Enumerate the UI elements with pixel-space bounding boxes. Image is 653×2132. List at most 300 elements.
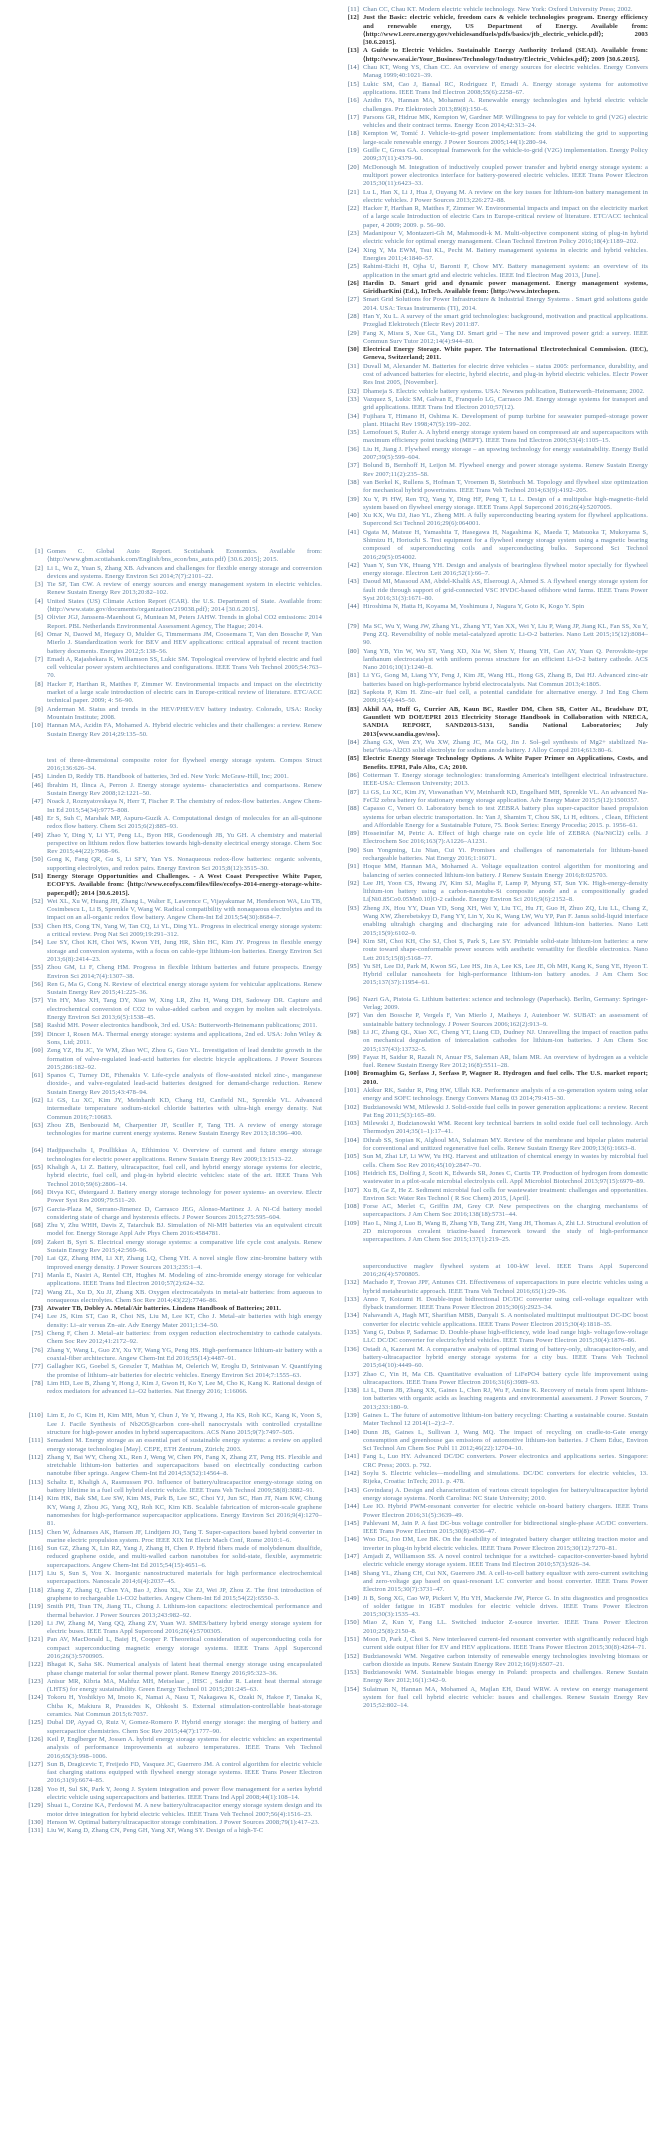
reference-text: Lemofouet S, Rufer A. A hybrid energy storage system based on compressed air and supercapacitors with maximum efficiency point tracking (MEPT). IEEE Trans Ind Electron 2006;53(4):1105–15. bbox=[363, 429, 648, 445]
reference-number: [60] bbox=[31, 1047, 43, 1055]
reference-item bbox=[344, 706, 648, 739]
reference-number: [132] bbox=[344, 1279, 359, 1287]
reference-item bbox=[344, 739, 648, 756]
reference-number: [36] bbox=[347, 445, 359, 453]
reference-item bbox=[344, 1312, 648, 1329]
reference-text: Kim HK, Bak SM, Lee SW, Kim MS, Park B, Lee SC, Choi YJ, Jun SC, Han JT, Nam KW, Chung KY, Wang J, Zhou JG, Yang XQ, Roh KC, Kim KB. Scalable fabrication of micron-scale graphene nanomeshes for high-performance supercapacitor applications. Energy Environ Sci 2016;9(4):1270–81. bbox=[47, 1495, 322, 1528]
reference-number: [40] bbox=[347, 512, 359, 520]
reference-text: Energy Storage Opportunities and Challenges. - A West Coast Perspective White Paper, ECOFYS. Available from: ⟨http://www.ecofys.com/files/files/ecofys-2014-energy-storage-white-paper.pdf⟩; 2014 [30.6.2015]. bbox=[47, 872, 322, 897]
reference-number: [80] bbox=[347, 647, 359, 655]
reference-item bbox=[28, 614, 322, 631]
reference-text: Linden D, Reddy TB. Handbook of batteries, 3rd ed. New York: McGraw-Hill, Inc; 2001. bbox=[47, 773, 289, 781]
reference-text: Atwater TB, Dobley A. Metal/Air batteries. Lindens Handbook of Batteries; 2011. bbox=[47, 1305, 281, 1313]
reference-text: Milewski J, Budzianowski WM. Recent key technical barriers in solid oxide fuel cell technology. Arch Thermodyn 2014;35(1–1):17–41. bbox=[363, 1120, 648, 1136]
reference-item bbox=[344, 247, 648, 264]
reference-text: Azidin FA, Hannan MA, Mohamed A. Renewable energy technologies and hybrid electric vehicle challenges. Prz Elektrotech 2013;89(8):150–6. bbox=[363, 97, 648, 113]
reference-text: Er S, Suh C, Marshak MP, Aspuru-Guzik A. Computational design of molecules for an all-quinone redox flow battery. Chem Sci 2015;6(2):885–93. bbox=[47, 814, 322, 831]
reference-item bbox=[344, 64, 648, 81]
reference-item bbox=[344, 114, 648, 131]
reference-number: [10] bbox=[31, 722, 43, 730]
reference-number: [91] bbox=[347, 863, 359, 871]
reference-number: [25] bbox=[347, 263, 359, 271]
reference-block bbox=[28, 1147, 322, 1396]
reference-number: [5] bbox=[35, 614, 43, 622]
reference-text: Zhang Z, Zhang Q, Chen YA, Bao J, Zhou XL, Xie ZJ, Wei JP, Zhou Z. The first introduction of graphene to rechargeable Li-CO2 batteries. Angew Chem-Int Ed 2015;54(22):6550–3. bbox=[47, 1586, 322, 1602]
reference-number: [87] bbox=[347, 788, 359, 796]
reference-number: [100] bbox=[344, 1070, 359, 1078]
reference-text: Ji B, Song XG, Cao WP, Pickert V, Hu YH, Mackersie JW, Pierce G. In situ diagnostics and prognostics of solder fatigue in IGBT modules for electric vehicle drives. IEEE Trans Power Electron 2015;30(3):1535–43. bbox=[363, 1594, 648, 1619]
reference-number: [94] bbox=[347, 937, 359, 945]
reference-text: Smith PH, Tran TN, Jiang TL, Chung J. Lithium-ion capacitors: electrochemical performance and thermal behavior. J Power Sources 2013;243:982–92. bbox=[47, 1603, 322, 1619]
reference-text: van Berkel K, Rullens S, Hofman T, Vroemen B, Steinbuch M. Topology and flywheel size optimization for mechanical hybrid powertrains. IEEE Trans Veh Technol 2014;63(9):4192–205. bbox=[363, 478, 648, 495]
reference-number: [118] bbox=[28, 1586, 43, 1594]
reference-number: [152] bbox=[344, 1652, 359, 1660]
reference-text: Amjadi Z, Williamson SS. A novel control technique for a switched- capacitor-converter-based hybrid electric vehicle energy storage system. IEEE Trans Ind Electron 2010;57(3):926–34. bbox=[363, 1553, 648, 1569]
reference-number: [33] bbox=[347, 395, 359, 403]
reference-text: Xu KX, Wu DJ, Jiao YL, Zheng MH. A fully superconducting bearing system for flywheel applications. Supercond Sci Technol 2016;29(6):064001. bbox=[363, 512, 648, 528]
reference-number: [64] bbox=[31, 1147, 43, 1155]
reference-item bbox=[28, 856, 322, 873]
reference-text: Semadeni M. Energy storage as an essential part of sustainable energy systems: a review on applied energy storage technologies [May]. CEPE, ETH Zentrum, Zürich; 2003. bbox=[47, 1437, 322, 1453]
reference-item bbox=[28, 706, 322, 723]
reference-number: [85] bbox=[347, 755, 359, 763]
reference-number: [108] bbox=[344, 1203, 359, 1211]
reference-item bbox=[28, 1147, 322, 1164]
reference-item bbox=[28, 1678, 322, 1695]
reference-item bbox=[28, 1272, 322, 1289]
reference-text: Zeng YZ, Hu JC, Ye WM, Zhao WC, Zhou G, Guo YL. Investigation of lead dendrite growth in the formation of valve-regulated lead-acid batteries for electric bicycle applications. J Power Sources 2015;286:182–92. bbox=[47, 1047, 322, 1071]
reference-item bbox=[28, 1587, 322, 1604]
reference-text: Guille C, Gross GA. conceptual framework for the vehicle-to-grid (V2G) implementation. Energy Policy 2009;37(11):4379–90. bbox=[363, 147, 648, 163]
reference-item bbox=[28, 1636, 322, 1661]
reference-item bbox=[344, 1553, 648, 1570]
reference-item bbox=[344, 1054, 648, 1071]
reference-item bbox=[344, 263, 648, 280]
reference-item bbox=[344, 512, 648, 529]
reference-text: Kempton W, Tomić J. Vehicle-to-grid power implementation: from stabilizing the grid to supporting large-scale renewable energy. J Power Sources 2005;144(1):280–94. bbox=[363, 130, 648, 146]
reference-text: Li YG, Gong M, Liang YY, Feng J, Kim JE, Wang HL, Hong GS, Zhang B, Dai HJ. Advanced zinc-air batteries based on high-performance hybrid electrocatalysts. Nat Commun 2013;4:1805. bbox=[363, 672, 648, 688]
reference-continuation bbox=[28, 757, 322, 774]
reference-text: United States (US) Climate Action Report (CAR). the U.S. Department of State. Available from: ⟨http://www.state.gov/documents/organization/219038.pdf⟩; 2014 [30.6.2015]. bbox=[47, 597, 322, 614]
reference-number: [142] bbox=[344, 1470, 359, 1478]
reference-item bbox=[344, 1187, 648, 1204]
reference-number: [50] bbox=[31, 856, 43, 864]
reference-number: [79] bbox=[347, 622, 359, 630]
reference-number: [16] bbox=[347, 97, 359, 105]
reference-text: Omar N, Daowd M, Hegazy O, Mulder G, Timmermans JM, Coosemans T, Van den Bossche P, Van Mierlo J. Standardization work for BEV and HEV applications: critical appraisal of recent traction battery documents. Energies 2012;5:138–56. bbox=[47, 630, 322, 655]
reference-block bbox=[28, 1412, 322, 1835]
reference-text: Forse AC, Merlet C, Griffin JM, Grey CP. New perspectives on the charging mechanisms of supercapacitors. J Am Chem Soc 2016;138(18):5731–44. bbox=[363, 1203, 648, 1219]
reference-block bbox=[344, 996, 648, 1245]
reference-number: [19] bbox=[347, 147, 359, 155]
reference-text: Cotterman T. Energy storage technologies: transforming America's intelligent electrical infrastructure. IEEE-USA: Clemson University; 2013. bbox=[363, 772, 648, 788]
reference-number: [76] bbox=[31, 1346, 43, 1354]
reference-number: [127] bbox=[28, 1760, 43, 1768]
reference-text: Lee JS, Kim ST, Cao R, Choi NS, Liu M, Lee KT, Cho J. Metal–air batteries with high energy density: Li–air versus Zn–air. Adv Energy Mater 2011;1:34–50. bbox=[47, 1313, 322, 1329]
reference-text: Fayaz H, Saidur R, Razali N, Anuar FS, Saleman AR, Islam MR. An overview of hydrogen as a vehicle fuel. Renew Sustain Energy Rev 2012;16(8):5511–28. bbox=[363, 1053, 648, 1070]
reference-text: Bhagat K, Saha SK. Numerical analysis of latent heat thermal energy storage using encapsulated phase change material for solar thermal power plant. Renew Energy 2016;95:323–36. bbox=[47, 1661, 322, 1677]
reference-text: Xu Y, Pi HW, Ren TQ, Yang Y, Ding HF, Peng T, Li L. Design of a multipulse high-magnetic-field system based on flywheel energy storage. IEEE Trans Appl Supercond 2016;26(4):5207005. bbox=[363, 495, 648, 511]
reference-number: [102] bbox=[344, 1103, 359, 1111]
reference-number: [136] bbox=[344, 1345, 359, 1353]
reference-item bbox=[28, 1347, 322, 1364]
reference-item bbox=[28, 1620, 322, 1637]
reference-text: Lee JH, Yoon CS, Hwang JY, Kim SJ, Maglia F, Lamp P, Myung ST, Sun YK. High-energy-density lithium-ion battery using a carbon-nanotube-Si composite anode and a compositionally graded Li[Ni0.85Co0.05Mn0.10]O-2 cathode. Energy Environ Sci 2016;9(6):2152–8. bbox=[363, 879, 648, 904]
reference-item bbox=[344, 47, 648, 64]
reference-text: Li JW, Zhang M, Yang QQ, Zhang ZY, Yuan WJ. SMES/battery hybrid energy storage system for electric buses. IEEE Trans Appl Supercond 2016;26(4):5700305. bbox=[47, 1619, 322, 1636]
reference-text: Bolund B, Bernhoff H, Leijon M. Flywheel energy and power storage systems. Renew Sustain Energy Rev 2007;11(2):235–58. bbox=[363, 462, 648, 478]
reference-item bbox=[344, 648, 648, 673]
reference-number: [153] bbox=[344, 1669, 359, 1677]
reference-text: Akikur RK, Saidur R, Ping HW, Ullah KR. Performance analysis of a co-generation system using solar energy and SOFC technology. Energy Convers Manag 03 2014;79:415–30. bbox=[363, 1087, 648, 1103]
reference-number: [63] bbox=[31, 1121, 43, 1129]
reference-text: Li GS, Lu XC, Kim JY, Meinhardt KD, Chang HJ, Canfield NL, Sprenkle VL. Advanced intermediate temperature sodium-nickel chloride batteries with ultra-high energy density. Nat Commun 2016;7:10683. bbox=[47, 1097, 322, 1121]
reference-item bbox=[344, 164, 648, 189]
reference-item bbox=[28, 1072, 322, 1097]
reference-number: [112] bbox=[28, 1453, 43, 1461]
reference-text: Manla E, Nasiri A, Rentel CH, Hughes M. Modeling of zinc-bromide energy storage for vehicular applications. IEEE Trans Ind Electron 2010;57(2):624–32. bbox=[47, 1271, 322, 1288]
reference-item bbox=[28, 1239, 322, 1256]
reference-text: Gallagher KG, Goebel S, Greszler T, Mathias M, Oelerich W, Eroglu D, Srinivasan V. Quantifying the promise of lithium–air batteries for electric vehicles. Energy Environ Sci 2014;7:1555–63. bbox=[47, 1363, 322, 1379]
reference-number: [137] bbox=[344, 1370, 359, 1378]
reference-item bbox=[344, 772, 648, 789]
reference-number: [37] bbox=[347, 462, 359, 470]
reference-text: Sapkota P, Kim H. Zinc–air fuel cell, a potential candidate for alternative energy. J Ind Eng Chem 2009;15(4):445–50. bbox=[363, 689, 648, 705]
reference-number: [32] bbox=[347, 387, 359, 395]
reference-number: [125] bbox=[28, 1719, 43, 1727]
reference-number: [42] bbox=[347, 561, 359, 569]
reference-number: [140] bbox=[344, 1428, 359, 1436]
reference-number: [45] bbox=[31, 773, 43, 781]
reference-item bbox=[28, 873, 322, 898]
reference-text: Lim HD, Lee B, Zhang Y, Hong J, Kim J, Gwon H, Ko Y, Lee M, Cho K, Kang K. Rational design of redox mediators for advanced Li–O2 batteries. Nat Energy 2016; 1:16066. bbox=[47, 1379, 322, 1396]
reference-item bbox=[28, 964, 322, 981]
reference-item bbox=[344, 280, 648, 297]
reference-number: [131] bbox=[28, 1827, 43, 1835]
reference-item bbox=[344, 880, 648, 905]
reference-number: [84] bbox=[347, 738, 359, 746]
reference-item bbox=[28, 1545, 322, 1570]
reference-item bbox=[28, 1189, 322, 1206]
reference-number: [1] bbox=[35, 548, 43, 555]
reference-number: [89] bbox=[347, 830, 359, 838]
reference-item bbox=[344, 789, 648, 806]
reference-text: Hadjipaschalis I, Poullikkas A, Efthimiou V. Overview of current and future energy storage technologies for electric power applications. Renew Sustain Energy Rev 2009;13:1513–22. bbox=[47, 1147, 322, 1163]
reference-item bbox=[344, 296, 648, 313]
reference-number: [144] bbox=[344, 1503, 359, 1511]
reference-item bbox=[344, 189, 648, 206]
reference-item bbox=[344, 578, 648, 603]
reference-number: [55] bbox=[31, 964, 43, 972]
reference-text: Lu L, Han X, Li J, Hua J, Ouyang M. A review on the key issues for lithium-ion battery management in electric vehicles. J Power Sources 2013;226:272–88. bbox=[363, 188, 648, 204]
reference-text: Fang X, Misra S, Xue GL, Yang DJ. Smart grid – The new and improved power grid: a survey. IEEE Commun Surv Tutor 2012;14(4):944–80. bbox=[363, 329, 648, 345]
reference-text: Gomes C. Global Auto Report. Scotiabank Economics. Available from: ⟨http://www.gbm.scotiabank.com/English/bns_econ/bns_auto.pdf⟩ [30.6.2015]; 2015. bbox=[47, 548, 322, 564]
reference-number: [92] bbox=[347, 879, 359, 887]
reference-item bbox=[344, 413, 648, 430]
reference-number: [101] bbox=[344, 1087, 359, 1094]
reference-text: Zheng JX, Hou YY, Duan YD, Song XH, Wei Y, Liu TC, Hu JT, Guo H, Zhuo ZQ, Liu LL, Chang Z, Wang XW, Zherebetskyy D, Fang YY, Lin Y, Xu K, Wang LW, Wu YP, Pan F. Janus solid-liquid interface enabling ultrahigh charging and discharging rate for advanced lithium-ion batteries. Nano Lett 2015;15(9):6102–9. bbox=[363, 904, 648, 937]
reference-number: [57] bbox=[31, 997, 43, 1005]
reference-continuation bbox=[344, 1263, 648, 1280]
reference-text: Anno T, Koizumi H. Double-input bidirectional DC/DC converter using cell-voltage equalizer with flyback transformer. IEEE Trans Power Electron 2015;30(6):2923–34. bbox=[363, 1295, 648, 1312]
reference-text: Anisur MR, Kibria MA, Mahfuz MH, Metselaar , IHSC , Saidur R. Latent heat thermal storage (LHTS) for energy sustainability. Green Energy Technol 01 2015;201:245–63. bbox=[47, 1677, 322, 1694]
reference-item bbox=[28, 1437, 322, 1454]
reference-item bbox=[28, 1222, 322, 1239]
reference-item bbox=[344, 396, 648, 413]
reference-number: [109] bbox=[344, 1219, 359, 1227]
reference-number: [9] bbox=[35, 705, 43, 713]
reference-text: Gong K, Fang QR, Gu S, Li SFY, Yan YS. Nonaqueous redox-flow batteries: organic solvents, supporting electrolytes, and redox pairs. Energy Environ Sci 2015;8(12):3515–30. bbox=[47, 856, 322, 872]
reference-number: [53] bbox=[31, 922, 43, 930]
reference-text: Divya KC, Østergaard J. Battery energy storage technology for power systems- an overview. Electr Power Syst Res 2009;79:511–20. bbox=[47, 1188, 322, 1205]
reference-number: [148] bbox=[344, 1569, 359, 1577]
reference-number: [30] bbox=[347, 346, 359, 354]
reference-number: [7] bbox=[35, 655, 43, 663]
reference-text: Li L, Dunn JB, Zhang XX, Gaines L, Chen RJ, Wu F, Amine K. Recovery of metals from spent lithium-ion batteries with organic acids as leaching reagents and environmental assessment. J Power Sources, 7 2013;233:180–9. bbox=[363, 1387, 648, 1411]
reference-item bbox=[344, 1029, 648, 1054]
reference-text: Moon D, Park J, Choi S. New interleaved current-fed resonant converter with significantly reduced high current side output filter for EV and HEV applications. IEEE Trans Power Electron 2015;30(8):4264–71. bbox=[363, 1636, 648, 1652]
reference-text: Soylu S. Electric vehicles—modelling and simulations. DC/DC converters for electric vehicles, 13. Rijeka, Croatia: InTech; 2011. p. 478. bbox=[363, 1470, 648, 1486]
reference-text: Dhameja S. Electric vehicle battery systems. USA: Newnes publication, Butterworth–Heinemann; 2002. bbox=[363, 387, 645, 395]
reference-item bbox=[344, 6, 648, 14]
reference-item bbox=[28, 656, 322, 681]
reference-text: Nazri GA, Pistoia G. Lithium batteries: science and technology (Paperback). Berlin, Germany: Springer-Verlag; 2009. bbox=[363, 995, 648, 1012]
reference-text: Hiroshima N, Hatta H, Koyama M, Yoshimura J, Nagura Y, Goto K, Kogo Y. Spin bbox=[363, 603, 585, 611]
reference-text: Sun M, Zhai LF, Li WW, Yu HQ. Harvest and utilization of chemical energy in wastes by microbial fuel cells. Chem Soc Rev 2016;45(10):2847–70. bbox=[363, 1153, 648, 1169]
reference-item bbox=[28, 1661, 322, 1678]
reference-item bbox=[344, 1346, 648, 1371]
reference-text: Zhang Y, Wang L, Guo ZY, Xu YF, Wang YG, Peng HS. High-performance lithium-air battery with a coaxial-fiber architecture. Angew Chem-Int Ed 2016;55(14):4487–91. bbox=[47, 1346, 322, 1362]
reference-number: [119] bbox=[28, 1603, 43, 1611]
reference-text: Chan CC, Chau KT. Modern electric vehicle technology. New York: Oxford University Press; 2002. bbox=[363, 6, 633, 13]
reference-text: Xing Y, Ma EWM, Tsui KL, Pecht M. Battery management systems in electric and hybrid vehicles. Energies 2011;4:1840–57. bbox=[363, 246, 648, 262]
reference-item bbox=[344, 1520, 648, 1537]
reference-text: Electric Energy Storage Technology Options. A White Paper Primer on Applications, Costs, and Benefits. EPRI, Palo Alto, CA; 2010. bbox=[363, 755, 648, 771]
reference-text: Chen W, Ådnanses AK, Hansen JF, Lindtjørn JO, Tang T. Super-capacitors based hybrid converter in marine electric propulsion system. Proc IEEE XIX Int Electr Mach Conf, Rome 2010:1–6. bbox=[47, 1528, 322, 1544]
reference-number: [93] bbox=[347, 904, 359, 912]
reference-item bbox=[344, 996, 648, 1013]
reference-number: [2] bbox=[35, 564, 43, 572]
reference-number: [23] bbox=[347, 230, 359, 238]
reference-item bbox=[28, 598, 322, 615]
reference-text: Tie SF, Tan CW. A review of energy sources and energy management system in electric vehicles. Renew Sustain Energy Rev 2013;20:82–102. bbox=[47, 581, 322, 597]
reference-text: Hacker F, Harthan R, Matthes F, Zimmer W. Environmental impacts and impact on the electricity market of a large scale introduction of electric cars in Europe-critical review of literature. ETC/ACC technical paper. 2009; 4: 56–90. bbox=[47, 680, 322, 705]
reference-text: Olivier JGJ, Janssens-Maenhout G, Muntean M, Peters JAHW. Trends in global CO2 emissions: 2014 Report. PBL Netherlands Environmental Assessment Agency, The Hague; 2014. bbox=[47, 614, 322, 630]
reference-text: Govindaraj A. Design and characterization of various circuit topologies for battery/ultracapacitor hybrid energy storage systems. North Carolina: NC State University; 2010. bbox=[363, 1486, 648, 1502]
reference-text: Henson W. Optimal battery/ultracapacitor storage combination. J Power Sources 2008;79(1):417–23. bbox=[47, 1818, 320, 1826]
reference-number: [48] bbox=[31, 814, 43, 822]
reference-item bbox=[344, 623, 648, 648]
reference-item bbox=[28, 1289, 322, 1306]
reference-item bbox=[344, 346, 648, 363]
reference-text: Yu SH, Lee DJ, Park M, Kwon SG, Lee HS, Jin A, Lee KS, Lee JE, Oh MH, Kang K, Sung YE, Hyeon T. Hybrid cellular nanosheets for high-performance lithium-ion battery anodes. J Am Chem Soc 2015;137(37):11954–61. bbox=[363, 962, 648, 987]
reference-number: [51] bbox=[31, 872, 43, 880]
reference-number: [22] bbox=[347, 205, 359, 213]
reference-number: [17] bbox=[347, 113, 359, 121]
reference-item bbox=[28, 1380, 322, 1397]
reference-item bbox=[344, 1220, 648, 1245]
reference-text: Zhao Y, Ding Y, Li YT, Peng LL, Byon HR, Goodenough JB, Yu GH. A chemistry and material perspective on lithium redox flow batteries towards high-density electrical energy storage. Chem Soc Rev 2015;44(22):7968–96. bbox=[47, 831, 322, 856]
reference-number: [149] bbox=[344, 1594, 359, 1602]
reference-text: Capasso C, Veneri O. Laboratory bench to test ZEBRA battery plus super-capacitor based propulsion systems for urban electric transportation. In: Yan J, Shamim T, Chou SK, Li H, editors. , Clean, Efficient and Affordable Energy for a Sustainable Future, 75. Book Series: Energy Procedia; 2015. p. 1956–61. bbox=[363, 805, 648, 829]
reference-number: [20] bbox=[347, 163, 359, 171]
reference-number: [15] bbox=[347, 80, 359, 88]
reference-text: Hardin D. Smart grid and dynamic power management. Energy management systems, GiridharKini (Ed.), InTech. Available from: ⟨http://www.intechopen. bbox=[363, 279, 648, 296]
reference-number: [49] bbox=[31, 831, 43, 839]
reference-number: [65] bbox=[31, 1164, 43, 1172]
reference-number: [147] bbox=[344, 1553, 359, 1561]
reference-number: [14] bbox=[347, 64, 359, 72]
reference-text: Duvall M, Alexander M. Batteries for electric drive vehicles – status 2005: performance, durability, and cost of advanced batteries for electric, hybrid electric, and plug-in hybrid electric vehicles. Electr Power Res Inst 2005, [November]. bbox=[363, 362, 648, 387]
reference-text: Cheng F, Chen J. Metal–air batteries: from oxygen reduction electrochemistry to cathode catalysts. Chem Soc Rev 2012;41:2172–92. bbox=[47, 1330, 322, 1346]
reference-item bbox=[28, 631, 322, 656]
reference-number: [129] bbox=[28, 1802, 43, 1810]
reference-item bbox=[28, 773, 322, 781]
reference-item bbox=[28, 1313, 322, 1330]
reference-item bbox=[344, 1429, 648, 1454]
reference-text: Shang YL, Zhang CH, Cui NX, Guerrero JM. A cell-to-cell battery equalizer with zero-current switching and zero-voltage gap based on quasi-resonant LC converter and boost converter. IEEE Trans Power Electron 2015;30(7):3731–47. bbox=[363, 1569, 648, 1594]
reference-text: Tokoru H, Yoshikiyo M, Imoto K, Namai A, Nasu T, Nakagawa K, Ozaki N, Hakoe F, Tanaka K, Chiba K, Makiura R, Prassides K, Ohkoshi S. External stimulation-controllable heat-storage ceramics. Nat Commun 2015;6:7037. bbox=[47, 1694, 322, 1719]
reference-item bbox=[344, 1570, 648, 1595]
reference-text: Li GS, Lu XC, Kim JY, Viswanathan VV, Meinhardt KD, Engelhard MH, Sprenkle VL. An advanced Na-FeCl2 zebra battery for stationary energy storage application. Adv Energy Mater 2015;5(12):1500357. bbox=[363, 788, 648, 804]
reference-item bbox=[344, 462, 648, 479]
reference-number: [74] bbox=[31, 1313, 43, 1321]
reference-number: [116] bbox=[28, 1545, 43, 1553]
reference-number: [154] bbox=[344, 1685, 359, 1693]
reference-number: [110] bbox=[28, 1412, 43, 1420]
reference-text: Kim SH, Choi KH, Cho SJ, Choi S, Park S, Lee SY. Printable solid-state lithium-ion batteries: a new route toward shape-conformable power sources with aesthetic versatility for flexible electronics. Nano Lett 2015;15(8):5168–77. bbox=[363, 937, 648, 962]
reference-number: [141] bbox=[344, 1453, 359, 1461]
reference-text: Sun B, Dragicevic T, Freijedo FD, Vasquez JC, Guerrero JM. A control algorithm for electric vehicle fast charging stations equipped with flywheel energy storage systems. IEEE Trans Power Electron 2016;31(9):6674–85. bbox=[47, 1760, 322, 1785]
reference-text: Zhou ZB, Benbouzid M, Charpentier JF, Scuiller F, Tang TH. A review of energy storage technologies for marine current energy systems. Renew Sustain Energy Rev 2013;18:396–400. bbox=[47, 1121, 322, 1138]
reference-item bbox=[344, 1387, 648, 1412]
reference-number: [133] bbox=[344, 1295, 359, 1303]
reference-item bbox=[28, 1786, 322, 1803]
reference-number: [143] bbox=[344, 1486, 359, 1494]
reference-text: Shuai L, Corzine KA, Ferdowsi M. A new battery/ultracapacitor energy storage system design and its motor drive integration for hybrid electric vehicles. IEEE Trans Veh Technol 2007;56(4):1516–23. bbox=[47, 1802, 322, 1818]
reference-item bbox=[344, 1595, 648, 1620]
reference-item bbox=[28, 1694, 322, 1719]
reference-number: [98] bbox=[347, 1028, 359, 1036]
reference-item bbox=[28, 1206, 322, 1223]
reference-number: [139] bbox=[344, 1411, 359, 1419]
reference-text: Bromaghim G, Serfass J, Serfass P, Wagner R. Hydrogen and fuel cells. The U.S. market report; 2010. bbox=[363, 1070, 648, 1086]
reference-item bbox=[28, 1819, 322, 1827]
reference-text: Hosseinifar M, Petric A. Effect of high charge rate on cycle life of ZEBRA (Na/NiCl2) cells. J Electrochem Soc 2016;163(7):A1226–A1231. bbox=[363, 830, 648, 846]
reference-item bbox=[344, 230, 648, 247]
reference-text: McDonough M. Integration of inductively coupled power transfer and hybrid energy storage system: a multiport power electronics interface for battery-powered electric vehicles. IEEE Trans Power Electron 2015;30(11):6423–33. bbox=[363, 163, 648, 188]
reference-item bbox=[344, 1686, 648, 1711]
reference-number bbox=[28, 757, 43, 774]
reference-text: A Guide to Electric Vehicles. Sustainable Energy Authority Ireland (SEAI). Available from: ⟨http://www.seai.ie/Your_Business/Technology/Industry/Electric_Vehicles.pdf⟩; 2009 [30.6.2015]. bbox=[363, 47, 648, 63]
reference-text: Ibrahim H, Ilinca A, Perron J. Energy storage systems- characteristics and comparisons. Renew Sustain Energy Rev 2008;12:1221–50. bbox=[47, 781, 322, 798]
reference-item bbox=[344, 205, 648, 230]
reference-item bbox=[28, 981, 322, 998]
reference-item bbox=[28, 815, 322, 832]
reference-item bbox=[28, 1827, 322, 1835]
reference-item bbox=[344, 1470, 648, 1487]
reference-item bbox=[344, 1536, 648, 1553]
reference-number: [146] bbox=[344, 1536, 359, 1544]
reference-item bbox=[28, 722, 322, 739]
reference-number: [120] bbox=[28, 1619, 43, 1627]
reference-text: Miao Z, Kun Y, Fang LL. Switched inductor Z-source inverter. IEEE Trans Power Electron 2010;25(8):2150–8. bbox=[363, 1619, 648, 1635]
reference-number: [18] bbox=[347, 130, 359, 138]
reference-number: [105] bbox=[344, 1153, 359, 1161]
reference-text: Lee SY, Choi KH, Choi WS, Kwon YH, Jung HR, Shin HC, Kim JY. Progress in flexible energy storage and conversion systems, with a focus on cable-type lithium-ion batteries. Energy Environ Sci 2013;6(8):2414–23. bbox=[47, 939, 322, 963]
reference-item bbox=[344, 603, 648, 611]
reference-number: [31] bbox=[347, 362, 359, 370]
reference-item bbox=[28, 1529, 322, 1546]
reference-number: [95] bbox=[347, 962, 359, 970]
reference-item bbox=[344, 1296, 648, 1313]
reference-number: [81] bbox=[347, 672, 359, 680]
reference-number: [8] bbox=[35, 680, 43, 688]
reference-item bbox=[344, 363, 648, 388]
reference-item bbox=[28, 1097, 322, 1122]
reference-item bbox=[28, 581, 322, 598]
reference-number: [104] bbox=[344, 1136, 359, 1144]
reference-number: [78] bbox=[31, 1379, 43, 1387]
reference-text: Zhao C, Yin H, Ma CB. Quantitative evaluation of LiFePO4 battery cycle life improvement using ultracapacitors. IEEE Trans Power Electron 2016;31(6):3989–93. bbox=[363, 1370, 648, 1386]
reference-text: Garcia-Plaza M, Serrano-Jimenez D, Carrasco JEG, Alonso-Martinez J. A Ni-Cd battery model considering state of charge and hysteresis effects. J Power Sources 2015;275:595–604. bbox=[47, 1205, 322, 1221]
reference-item bbox=[28, 1363, 322, 1380]
reference-number: [56] bbox=[31, 980, 43, 988]
reference-block bbox=[28, 757, 322, 1139]
reference-item bbox=[28, 1719, 322, 1736]
reference-text: Parsons GR, Hidrue MK, Kempton W, Gardner MP. Willingness to pay for vehicle to grid (V2G) electric vehicles and their contract terms. Energy Econ 2014;42:313–24. bbox=[363, 113, 648, 130]
reference-item bbox=[344, 1170, 648, 1187]
reference-text: Yang G, Dubus P, Sadarnac D. Double-phase high-efficiency, wide load range high- voltage/low-voltage LLC DC/DC converter for electric/hybrid vehicles. IEEE Trans Power Electron 2015;30(4):1876–86. bbox=[363, 1329, 648, 1345]
reference-number: [107] bbox=[344, 1186, 359, 1194]
reference-number: [66] bbox=[31, 1188, 43, 1196]
reference-item bbox=[344, 1412, 648, 1429]
reference-item bbox=[28, 832, 322, 857]
reference-item bbox=[344, 330, 648, 347]
reference-number: [67] bbox=[31, 1205, 43, 1213]
reference-item bbox=[344, 963, 648, 988]
reference-text: Chen HS, Cong TN, Yang W, Tan CQ, Li YL, Ding YL. Progress in electrical energy storage system: a critical review. Prog Nat Sci 2009;19:291–312. bbox=[47, 922, 322, 939]
reference-item bbox=[344, 1453, 648, 1470]
reference-number: [82] bbox=[347, 689, 359, 697]
reference-text: Anderman M. Status and trends in the HEV/PHEV/EV battery industry. Colorado, USA: Rocky Mountain Institute; 2008. bbox=[47, 705, 322, 721]
reference-number: [4] bbox=[35, 597, 43, 605]
reference-item bbox=[344, 81, 648, 98]
reference-number: [61] bbox=[31, 1072, 43, 1080]
reference-number: [99] bbox=[347, 1053, 359, 1061]
reference-number: [121] bbox=[28, 1636, 43, 1644]
reference-number: [71] bbox=[31, 1271, 43, 1279]
reference-item bbox=[344, 863, 648, 880]
references-column-left bbox=[28, 0, 322, 1836]
reference-text: Li JC, Zhang QL, Xiao XC, Cheng YT, Liang CD, Dudney NJ. Unravelling the impact of reaction paths on mechanical degradation of intercalation cathodes for lithium-ion batteries. J Am Chem Soc 2015;137(43):13732–5. bbox=[363, 1028, 648, 1053]
reference-text: Fujihara T, Himano H, Oshima K. Development of pump turbine for seawater pumped–storage power plant. Hitachi Rev 1998;47(5):199–202. bbox=[363, 412, 648, 428]
reference-text: Pahlevani M, Jain P. A fast DC-bus voltage controller for bidirectional single-phase AC/DC converters. IEEE Trans Power Electron 2015;30(8):4536–47. bbox=[363, 1519, 648, 1536]
reference-number: [70] bbox=[31, 1255, 43, 1263]
reference-text: Machado F, Trovao JPF, Antunes CH. Effectiveness of supercapacitors in pure electric vehicles using a hybrid metaheuristic approach. IEEE Trans Veh Technol 2016;65(1):29–36. bbox=[363, 1279, 648, 1295]
reference-number: [12] bbox=[347, 14, 359, 22]
reference-item bbox=[28, 1736, 322, 1761]
reference-text: Pan AV, MacDonald L, Baiej H, Cooper P. Theoretical consideration of superconducting coils for compact superconducting magnetic energy storage systems. IEEE Trans Appl Supercond 2016;26(3):5700905. bbox=[47, 1636, 322, 1660]
reference-block bbox=[28, 548, 322, 739]
reference-text: Chau KT, Wong YS, Chan CC. An overview of energy sources for electric vehicles. Energy Convers Manag 1999;40:1021–39. bbox=[363, 64, 648, 80]
reference-number: [111] bbox=[28, 1437, 43, 1445]
reference-text: Dihrab SS, Sopian K, Alghoul MA, Sulaiman MY. Review of the membrane and bipolar plates material for conventional and unitized regenerative fuel cells. Renew Sustain Energy Rev 2009;13(6):1663–8. bbox=[363, 1136, 648, 1153]
reference-number: [38] bbox=[347, 478, 359, 486]
reference-item bbox=[344, 130, 648, 147]
reference-item bbox=[28, 1031, 322, 1048]
reference-number: [28] bbox=[347, 312, 359, 320]
